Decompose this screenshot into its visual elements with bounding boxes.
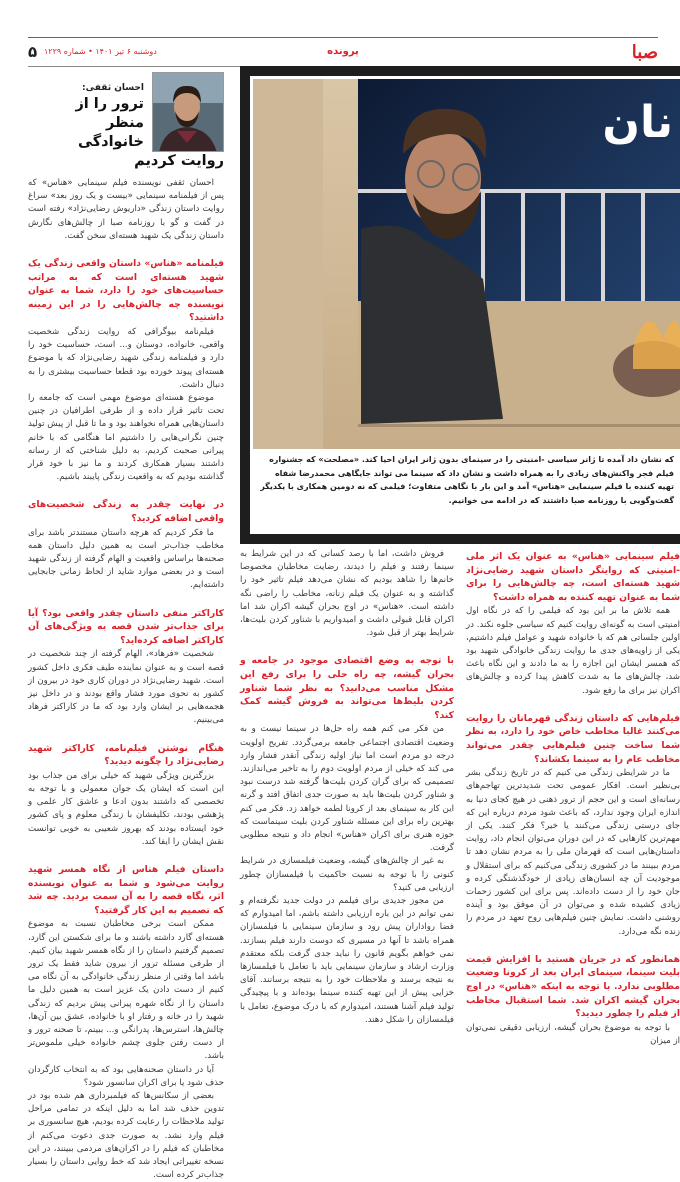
question-heading: همانطور که در جریان هستید با افزایش قیمت بلیت سینما، سینمای ایران بعد از کرونا وضعیت مطلوبی ندارد. با توجه به اینکه «هناس» در اوج بحران گیشه اکران شد. شما استقبال مخاطب از فیلم را چطور دیدید؟ [466, 953, 680, 1020]
answer-paragraph: فروش داشت، اما با رصد کسانی که در این شرایط به سینما رفتند و فیلم را دیدند، رضایت مخاطبان مخصوصا خانم‌ها را شاهد بودیم که نشان می‌دهد فیلم تاثیر خود را گذاشته و به عنوان یک فیلم زنانه، مخاطب را راضی نگه داشته است. «هناس» در اوج بحران گیشه اکران شد اما اکران قابل قبولی داشت و امیدواریم با شناور کردن بلیت‌ها، شرایط بهتر از قبل شود. [240, 549, 454, 639]
author-portrait [152, 72, 224, 152]
answer-paragraph: با توجه به موضوع بحران گیشه، ارزیابی دقیقی نمی‌توان از میزان [466, 1022, 680, 1046]
question-heading: فیلم سینمایی «هناس» به عنوان یک اثر ملی -امنیتی که روایتگر داستان شهید رضایی‌نژاد شهید هسته‌ای است، چه چالش‌هایی را برای شما به عنوان تهیه کننده به همراه داشت؟ [466, 551, 680, 603]
answer-paragraph: به غیر از چالش‌های گیشه، وضعیت فیلمسازی در شرایط کنونی را با توجه به نسبت حاکمیت با فیلمسازان چطور ارزیابی می کنید؟ [240, 856, 454, 893]
answer-paragraph: ممکن است برخی مخاطبان نسبت به موضوع هسته‌ای گارد داشته باشند و ما برای شکستن این گارد، تصمیم گرفتیم داستان را از نگاه همسر شهید بیان کنیم. از طرفی مسئله ترور از بیرون شاید فقط یک ترور باشد اما وقتی از منظر زندگی خانوادگی به آن نگاه می کنیم از دست دادن یک عزیز است به همین دلیل ما داستان را از نگاه شهره پیرانی پیش بردیم که زندگی شهید را در خانه و رفتار او با خانواده، عشق بین آن‌ها، چالش‌ها، استرس‌ها، پدرانگی و... ببینم، تا صحنه ترور و از دست رفتن جلوی چشم خانواده خیلی ملموس‌تر باشد. [28, 919, 224, 1062]
section-label: پرونده [327, 46, 359, 57]
film-title-overlay: نان [602, 97, 673, 148]
page-header [28, 37, 658, 67]
speaker-name: احسان ثقفی: [82, 83, 144, 93]
interview-header [28, 72, 224, 171]
answer-paragraph: بزرگترین ویژگی شهید که خیلی برای من جذاب بود این است که ایشان یک جوان معمولی و با توجه به تخصصی که داشتند بدون ادعا و عاشق کار علمی و پژهشی بودند، تکلیفشان با زندگی معلوم و پای کشور خود ایستاده بودند که بهروز شعیبی به خوبی توانست نقش ایشان را ایفا کند. [28, 770, 224, 847]
answer-paragraph: من مجوز جدیدی برای فیلمم در دولت جدید نگرفته‌ام و نمی توانم در این باره ارزیابی داشته باشم، اما امیدوارم که فضا رواداران پیش رود و سازمان سینمایی با فیلمسازان همراه باشد تا آنها در مسیری که دوست دارند فیلم بسازند. نمی خواهم بگویم قانون را نباید جدی گرفت بلکه معتقدم وزارت ارشاد و سازمان سینمایی باید با تعامل با فیلمسازها به نتیجه برسند و ملاحظات خود را به نتیجه برسانند. آقای خزایی پیش از این تهیه کننده سینما بوده‌اند و با پیچیدگی تولید فیلم آشنا هستند، امیدوارم که با درک موضوع، تعامل با فیلمسازان را شکل دهند. [240, 896, 454, 1025]
photo-caption: که نشان داد آمده تا ژانر سیاسی -امنیتی را در سینمای بدون ژانر ایران احیا کند. «مصلحت» که جشنواره فیلم فجر واکنش‌های زیادی را به همراه داشت و نشان داد که سینما می تواند جایگاهی محمدرضا شفاه تهیه کننده با فیلم سینمایی «هناس» آمد و این بار با نگاهی متفاوت؛ فیلمی که نه دومین همکاری با یکدیگر گفت‌وگویی با روزنامه صبا داشتند که در ادامه می خوانیم. [260, 455, 674, 505]
question-heading: هنگام نوشتن فیلم‌نامه، کاراکتر شهید رضایی‌نژاد را چگونه دیدید؟ [28, 742, 224, 768]
page-number: ۵ [28, 43, 38, 61]
middle-column [240, 548, 454, 1027]
answer-paragraph: همه تلاش ما بر این بود که فیلمی را که در نگاه اول امنیتی است به گونه‌ای روایت کنیم که سیاسی جلوه نکند. در اولین جلساتی هم که با خانواده شهید و عوامل فیلم داشتیم، یکی از زاویه‌های جدی ما روایت زندگی خانوادگی شهید بود که همسر ایشان این اجازه را به ما دادند و این نگاه باعث شد، چالش‌های ما به شدت کاهش پیدا کرده و چالش‌های اکران نیز برای ما رفع شود. [466, 606, 680, 696]
newspaper-logo: صبا [631, 42, 658, 63]
question-heading: با توجه به وضع اقتصادی موجود در جامعه و بحران گیشه، چه راه حلی را برای رفع این مشکل مناسب می‌دانید؟ به نظر شما شناور کردن بلیط‌ها می‌تواند به فروش گیشه کمک کند؟ [240, 655, 454, 721]
headline-title: ترور را از منظر خانوادگی روایت کردیم [75, 96, 224, 169]
question-heading: فیلمنامه «هناس» داستان واقعی زندگی یک شهید هسته‌ای است که به مراتب حساسیت‌های خود را دارد، شما به عنوان نویسنده چه چالش‌هایی را در این زمینه داشتید؟ [28, 258, 224, 324]
issue-info: دوشنبه ۶ تیر ۱۴۰۱ • شماره ۱۲۲۹ [44, 47, 157, 56]
right-column [466, 548, 680, 1048]
answer-paragraph: ما فکر کردیم که هرچه داستان مستندتر باشد برای مخاطب جذاب‌تر است به همین دلیل داستان همه صحنه‌ها براساس واقعیت و الهام گرفته از زندگی شهید است و در بعضی موارد شاید از لحاظ زمانی جابجایی داشته‌ایم. [28, 527, 224, 591]
question-heading: فیلم‌هایی که داستان زندگی قهرمانان را روایت می‌کنند غالبا مخاطب خاص خود را دارد، به نظر شما ساخت چنین فیلم‌هایی چقدر می‌تواند مخاطب عام را به سینما بکشاند؟ [466, 712, 680, 765]
answer-paragraph: شخصیت «فرهاد»، الهام گرفته از چند شخصیت در قصه است و به عنوان نماینده طیف فکری داخل کشور است. شهید رضایی‌نژاد در دوران کاری خود در بیرون از کشور به نحوی مورد فشار واقع بودند و در داخل نیز هجمه‌هایی بر ایشان وارد بود که ما در کاراکتر فرهاد می‌بینیم. [28, 649, 224, 726]
film-photo [240, 66, 680, 544]
question-heading: داستان فیلم هناس از نگاه همسر شهید روایت می‌شود و شما به عنوان نویسنده اثر، نگاه قصه را به آن سمت بردید. چه شد که تصمیم به این کار گرفتید؟ [28, 864, 224, 916]
answer-paragraph: موضوع هسته‌ای موضوع مهمی است که جامعه را تحت تاثیر قرار داده و از طرفی اطرافیان در چنین داستان‌هایی همراه نخواهند بود و ما تا قبل از پیش تولید چنین نگرانی‌هایی را داشتیم اما هنگامی که با خانم پیرانی صحبت کردیم، به دلیل شناختی که از رسانه داشتند بسیار همکاری کردند و ما نیز با خود قرار گذاشته بودیم که به واقعیت زندگی پایبند باشیم. [28, 393, 224, 483]
question-heading: در نهایت چقدر به زندگی شخصیت‌های واقعی اضافه کردید؟ [28, 499, 224, 525]
intro-paragraph: احسان ثقفی نویسنده فیلم سینمایی «هناس» که پس از فیلمنامه سینمایی «بیست و یک روز بعد» سراغ روایت داستان زندگی «داریوش رضایی‌نژاد» رفته است در گفت و گو با روزنامه صبا از چالش‌های نگارش داستان زندگی یک شهید هسته‌ای سخن گفت. [28, 178, 224, 241]
answer-paragraph: فیلم‌نامه بیوگرافی که روایت زندگی شخصیت واقعی، خانواده، دوستان و... است، حساسیت خود را دارد و فیلمنامه زندگی شهید رضایی‌نژاد که با موضوع هسته‌ای پیوند خورده بود قطعا حساسیت بیشتری را به دنبال داشت. [28, 326, 224, 390]
answer-paragraph: آیا در داستان صحنه‌هایی بود که به انتخاب کارگردان حذف شود یا برای اکران سانسور شود؟ [28, 1064, 224, 1088]
question-heading: کاراکتر منفی داستان چقدر واقعی بود؟ آیا برای جذاب‌تر شدن قصه به ویژگی‌های آن کاراکتر اضافه کرده‌اید؟ [28, 607, 224, 646]
answer-paragraph: من فکر می کنم همه راه حل‌ها در سینما نیست و به وضعیت اقتصادی اجتماعی جامعه برمی‌گردد. تفریح اولویت درجه دو مردم است اما نیاز اولیه زندگی آنقدر فشار وارد می کند که خیلی از مردم اولویت دوم را به تاخیر می‌اندازند. تصمیمی که برای گران کردن بلیت‌ها گرفته شد درست نبود و شناور کردن بلیت‌ها باید به صورت جدی اتفاق افتد و گرنه این کار به سینمای بعد از کرونا لطمه خواهد زد. فکر می کنم بهترین راه برای این مسئله شناور کردن بلیت سینماست که حوزه هنری برای اکران «هناس» انجام داد و نتیجه مطلوبی گرفت. [240, 724, 454, 854]
left-column [28, 72, 224, 1182]
answer-paragraph: بعضی از سکانس‌ها که فیلمبرداری هم شده بود در تدوین حذف شد اما به دلیل اینکه در تمامی مراحل تولید ملاحظات را رعایت کرده بودیم، هیچ سانسوری بر فیلم وارد نشد. به صورت جدی دعوت می‌کنم از مخاطبان که فیلم را در اکران‌های مردمی ببینند، در این نسخه تغییراتی ایجاد شد که خط روایی داستان را بسیار جذاب‌تر کرده است. [28, 1091, 224, 1181]
answer-paragraph: ما در شرایطی زندگی می کنیم که در تاریخ زندگی بشر بی‌نظیر است. افکار عمومی تحت شدیدترین تهاجم‌های رسانه‌ای است و این حجم از ترور ذهنی در هیچ کجای دنیا به اندازه ایران وجود ندارد، که باعث شود مردم درباره این که جای درستی زندگی می‌کنند یا خیر؟ فکر کنند. یکی از مهم‌ترین کارهایی که در این دوران می‌توان انجام داد، روایت داستان‌هایی است که قهرمان ملی را به مردم نشان دهد تا مردم ببینند ما در کشوری زندگی می‌کنیم که برای استقلال و موجودیت آن چه انسان‌های زیادی از خودگذشتگی کرده و جان خود را از دست داده‌اند. پس برای این کشور زحمات زیادی کشیده شده و می‌توان در آن موفق بود و آینده روشنی داشت. نمایش چنین فیلم‌هایی روح تعهد در مردم را زنده نگه می‌دارد. [466, 768, 680, 937]
